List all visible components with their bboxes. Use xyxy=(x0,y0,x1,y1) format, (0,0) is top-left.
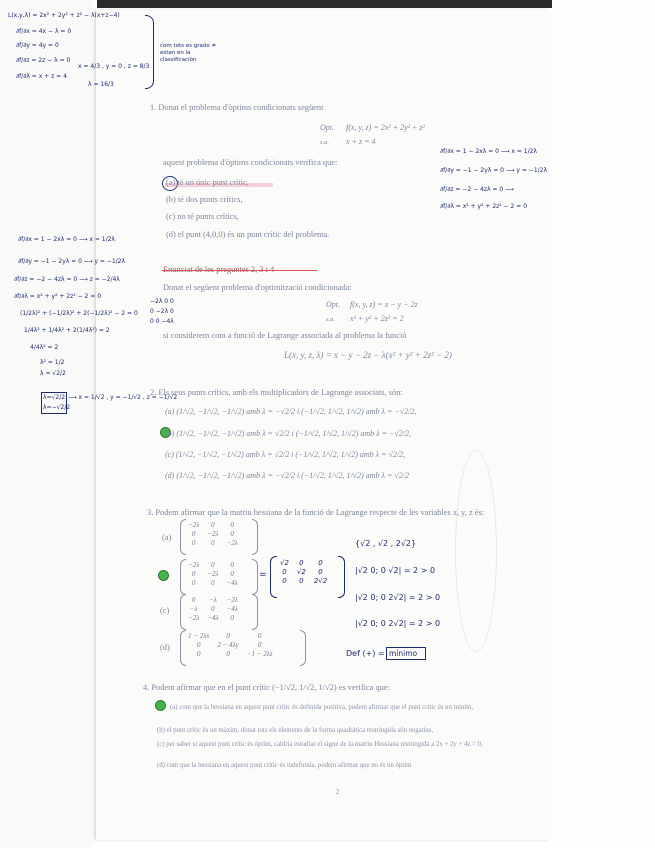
hw-q3-minor-1: |√2 0; 0 √2| = 2 > 0 xyxy=(355,566,436,575)
q4-option-a[interactable]: (a) com que la hessiana en aquest punt crític és definida positiva, podem afirmar que el punt crític és un mínim, xyxy=(170,704,474,711)
q1-st-label: s.a. xyxy=(320,139,330,146)
q3-label-a[interactable]: (a) xyxy=(162,533,172,542)
q3-matrix-a: −2λ 0 0 0 −2λ 0 0 0 −2λ xyxy=(188,521,238,547)
q2-option-c[interactable]: (c) (1/√2, −1/√2, −1/√2) amb λ = √2/2 i (−1/√2, 1/√2, 1/√2) amb λ = √2/2, xyxy=(165,450,406,459)
hw-solution: x = 4/3 , y = 0 , z = 8/3 xyxy=(78,63,150,70)
q4-option-b[interactable]: (b) el punt crític és un màxim, donat tots els elements de la forma quadràtica restringida són negatius, xyxy=(157,727,434,734)
hw-q3-minor-3: |√2 0; 0 2√2| = 2 > 0 xyxy=(355,619,441,628)
block-objective: f(x, y, z) = x − y − 2z xyxy=(350,300,418,309)
hw-q3-diag: {√2 , √2 , 2√2} xyxy=(355,539,417,548)
q1-title: 1. Donat el problema d'òptims condicionats següent xyxy=(150,103,324,112)
block-st-label: s.a. xyxy=(326,316,336,323)
q3-label-d[interactable]: (d) xyxy=(160,643,170,652)
q1-option-c[interactable]: (c) no té punts crítics, xyxy=(166,212,239,221)
hw-right-dz: ∂f/∂z = −2 − 4zλ = 0 ⟶ xyxy=(440,186,514,193)
q1-option-a[interactable]: (a) té un únic punt crític, xyxy=(166,178,249,187)
q1-objective: f(x, y, z) = 2x² + 2y² + z² xyxy=(346,123,425,132)
q2-option-b[interactable]: (b) (1/√2, −1/√2, −1/√2) amb λ = √2/2 i (−1/√2, 1/√2, 1/√2) amb λ = −√2/2, xyxy=(165,429,411,438)
hw-matrix-row1: −2λ 0 0 xyxy=(150,298,174,305)
hw-left-dx: ∂f/∂x = 1 − 2xλ = 0 ⟶ x = 1/2λ xyxy=(18,236,115,243)
q2-option-d[interactable]: (d) (1/√2, −1/√2, −1/√2) amb λ = −√2/2 i (−1/√2, 1/√2, 1/√2) amb λ = √2/2 xyxy=(165,471,409,480)
hw-deriv-y: ∂f/∂y = 4y = 0 xyxy=(16,42,59,49)
block-opt-label: Opt. xyxy=(326,300,340,309)
exam-page xyxy=(96,10,551,840)
q3-title: 3. Podem afirmar que la matriu hessiana de la funció de Lagrange respecte de les variables x, y, z és: xyxy=(147,508,485,517)
hw-q3-def: Def (+) = xyxy=(346,649,385,658)
hw-box-b: λ=−√2/2 xyxy=(43,404,71,411)
block-intro: Donat el següent problema d'optimització condicionada: xyxy=(163,283,352,292)
hw-left-sub3: 4/4λ² = 2 xyxy=(30,344,59,351)
hw-left-dz: ∂f/∂z = −2 − 4zλ = 0 ⟶ z = −2/4λ xyxy=(14,276,120,283)
q3-a-bracket-right xyxy=(252,519,258,555)
q2-title: 2. Els seus punts crítics, amb els multiplicadors de Lagrange associats, són: xyxy=(150,388,403,397)
show-through-mark xyxy=(455,450,497,652)
hw-lambda-value: λ = 16/3 xyxy=(88,81,114,88)
q1-option-b[interactable]: (b) té dos punts crítics, xyxy=(166,195,243,204)
hw-right-dlambda: ∂f/∂λ = x² + y² + 2z² − 2 = 0 xyxy=(440,203,528,210)
hw-left-dlambda: ∂f/∂λ = x² + y² + 2z² − 2 = 0 xyxy=(14,293,102,300)
hw-q3-minor-2: |√2 0; 0 2√2| = 2 > 0 xyxy=(355,593,441,602)
block-constraint: x² + y² + 2z² = 2 xyxy=(350,314,404,323)
hw-matrix-row2: 0 −2λ 0 xyxy=(150,308,174,315)
hw-left-sub1: (1/2λ)² + (−1/2λ)² + 2(−1/2λ)² − 2 = 0 xyxy=(20,310,138,317)
q4-title: 4. Podem afirmar que en el punt crític (−1/√2, 1/√2, 1/√2) es verifica que: xyxy=(143,683,390,692)
scan-top-edge xyxy=(97,0,552,8)
block-lagrange: L(x, y, z, λ) = x − y − 2z − λ(x² + y² + 2z² − 2) xyxy=(284,350,452,360)
q3-c-bracket-right xyxy=(252,594,258,630)
hw-right-dx: ∂f/∂x = 1 − 2xλ = 0 ⟶ x = 1/2λ xyxy=(440,148,537,155)
q4-answer-mark xyxy=(155,700,166,711)
hw-brace xyxy=(145,15,154,89)
q3-d-bracket-right xyxy=(300,630,306,666)
background-left xyxy=(0,0,92,848)
hw-right-dy: ∂f/∂y = −1 − 2yλ = 0 ⟶ y = −1/2λ xyxy=(440,167,548,174)
q3-label-c[interactable]: (c) xyxy=(160,606,170,615)
block-title-strike xyxy=(162,270,317,271)
hw-box-a: λ=√2/2 xyxy=(43,394,66,401)
q4-option-d[interactable]: (d) com que la hessiana en aquest punt crític és indefinida, podem afirmar que no és un òptim xyxy=(157,762,412,769)
hw-lambda-line: ⟶ x = 1/√2 , y = −1/√2 , z = −1/√2 xyxy=(68,394,178,401)
q1-option-d[interactable]: (d) el punt (4,0,0) és un punt crític del problema. xyxy=(166,230,330,239)
hw-brace-note: com tots es grado ≠ estan en la classificación xyxy=(160,43,217,63)
q1-constraint: x + z = 4 xyxy=(346,137,376,146)
hw-left-sub5: λ = √2/2 xyxy=(40,370,66,377)
q1-lead: aquest problema d'òptims condicionats verifica que: xyxy=(163,158,338,167)
hw-left-sub4: λ² = 1/2 xyxy=(40,359,65,366)
hw-left-sub2: 1/4λ² + 1/4λ² + 2(1/4λ²) = 2 xyxy=(24,327,110,334)
hw-deriv-x: ∂f/∂x = 4x − λ = 0 xyxy=(16,28,72,35)
q1-opt-label: Opt. xyxy=(320,123,334,132)
q3-b-bracket-right xyxy=(252,559,258,595)
block-lagrange-intro: si considerem com a funció de Lagrange associada al problema la funció xyxy=(163,331,407,340)
page-number: 2 xyxy=(336,788,340,796)
q3-matrix-b: −2λ 0 0 0 −2λ 0 0 0 −4λ xyxy=(188,561,238,587)
hw-q3-min: mínimo xyxy=(389,649,418,658)
hw-matrix-row3: 0 0 −4λ xyxy=(150,318,174,325)
q2-option-a[interactable]: (a) (1/√2, −1/√2, −1/√2) amb λ = −√2/2 i (−1/√2, 1/√2, 1/√2) amb λ = −√2/2, xyxy=(165,407,417,416)
hw-q3-matrix: √2 0 0 0 √2 0 0 0 2√2 xyxy=(280,559,328,585)
q3-matrix-d: 1 − 2λx 0 0 0 2 − 4λy 0 0 0 −1 − 2λz xyxy=(188,632,273,658)
hw-q3-equals: = xyxy=(259,570,267,580)
hw-deriv-z: ∂f/∂z = 2z − λ = 0 xyxy=(16,57,71,64)
hw-q3-bracket-right xyxy=(338,556,345,598)
q3-matrix-c: 0 −λ −2λ −λ 0 −4λ −2λ −4λ 0 xyxy=(188,596,238,622)
background-right xyxy=(553,0,655,848)
hw-deriv-lambda: ∂f/∂λ = x + z = 4 xyxy=(16,73,67,80)
hw-lagrangian: L(x,y,λ) = 2x² + 2y² + z² − λ(x+z−4) xyxy=(8,12,120,19)
hw-left-dy: ∂f/∂y = −1 − 2yλ = 0 ⟶ y = −1/2λ xyxy=(18,258,126,265)
q4-option-c[interactable]: (c) per saber si aquest punt crític és òptim, caldria estudiar el signe de la matriu Hessiana restringida a 2x + 2y + 4z = 0, xyxy=(157,741,483,748)
